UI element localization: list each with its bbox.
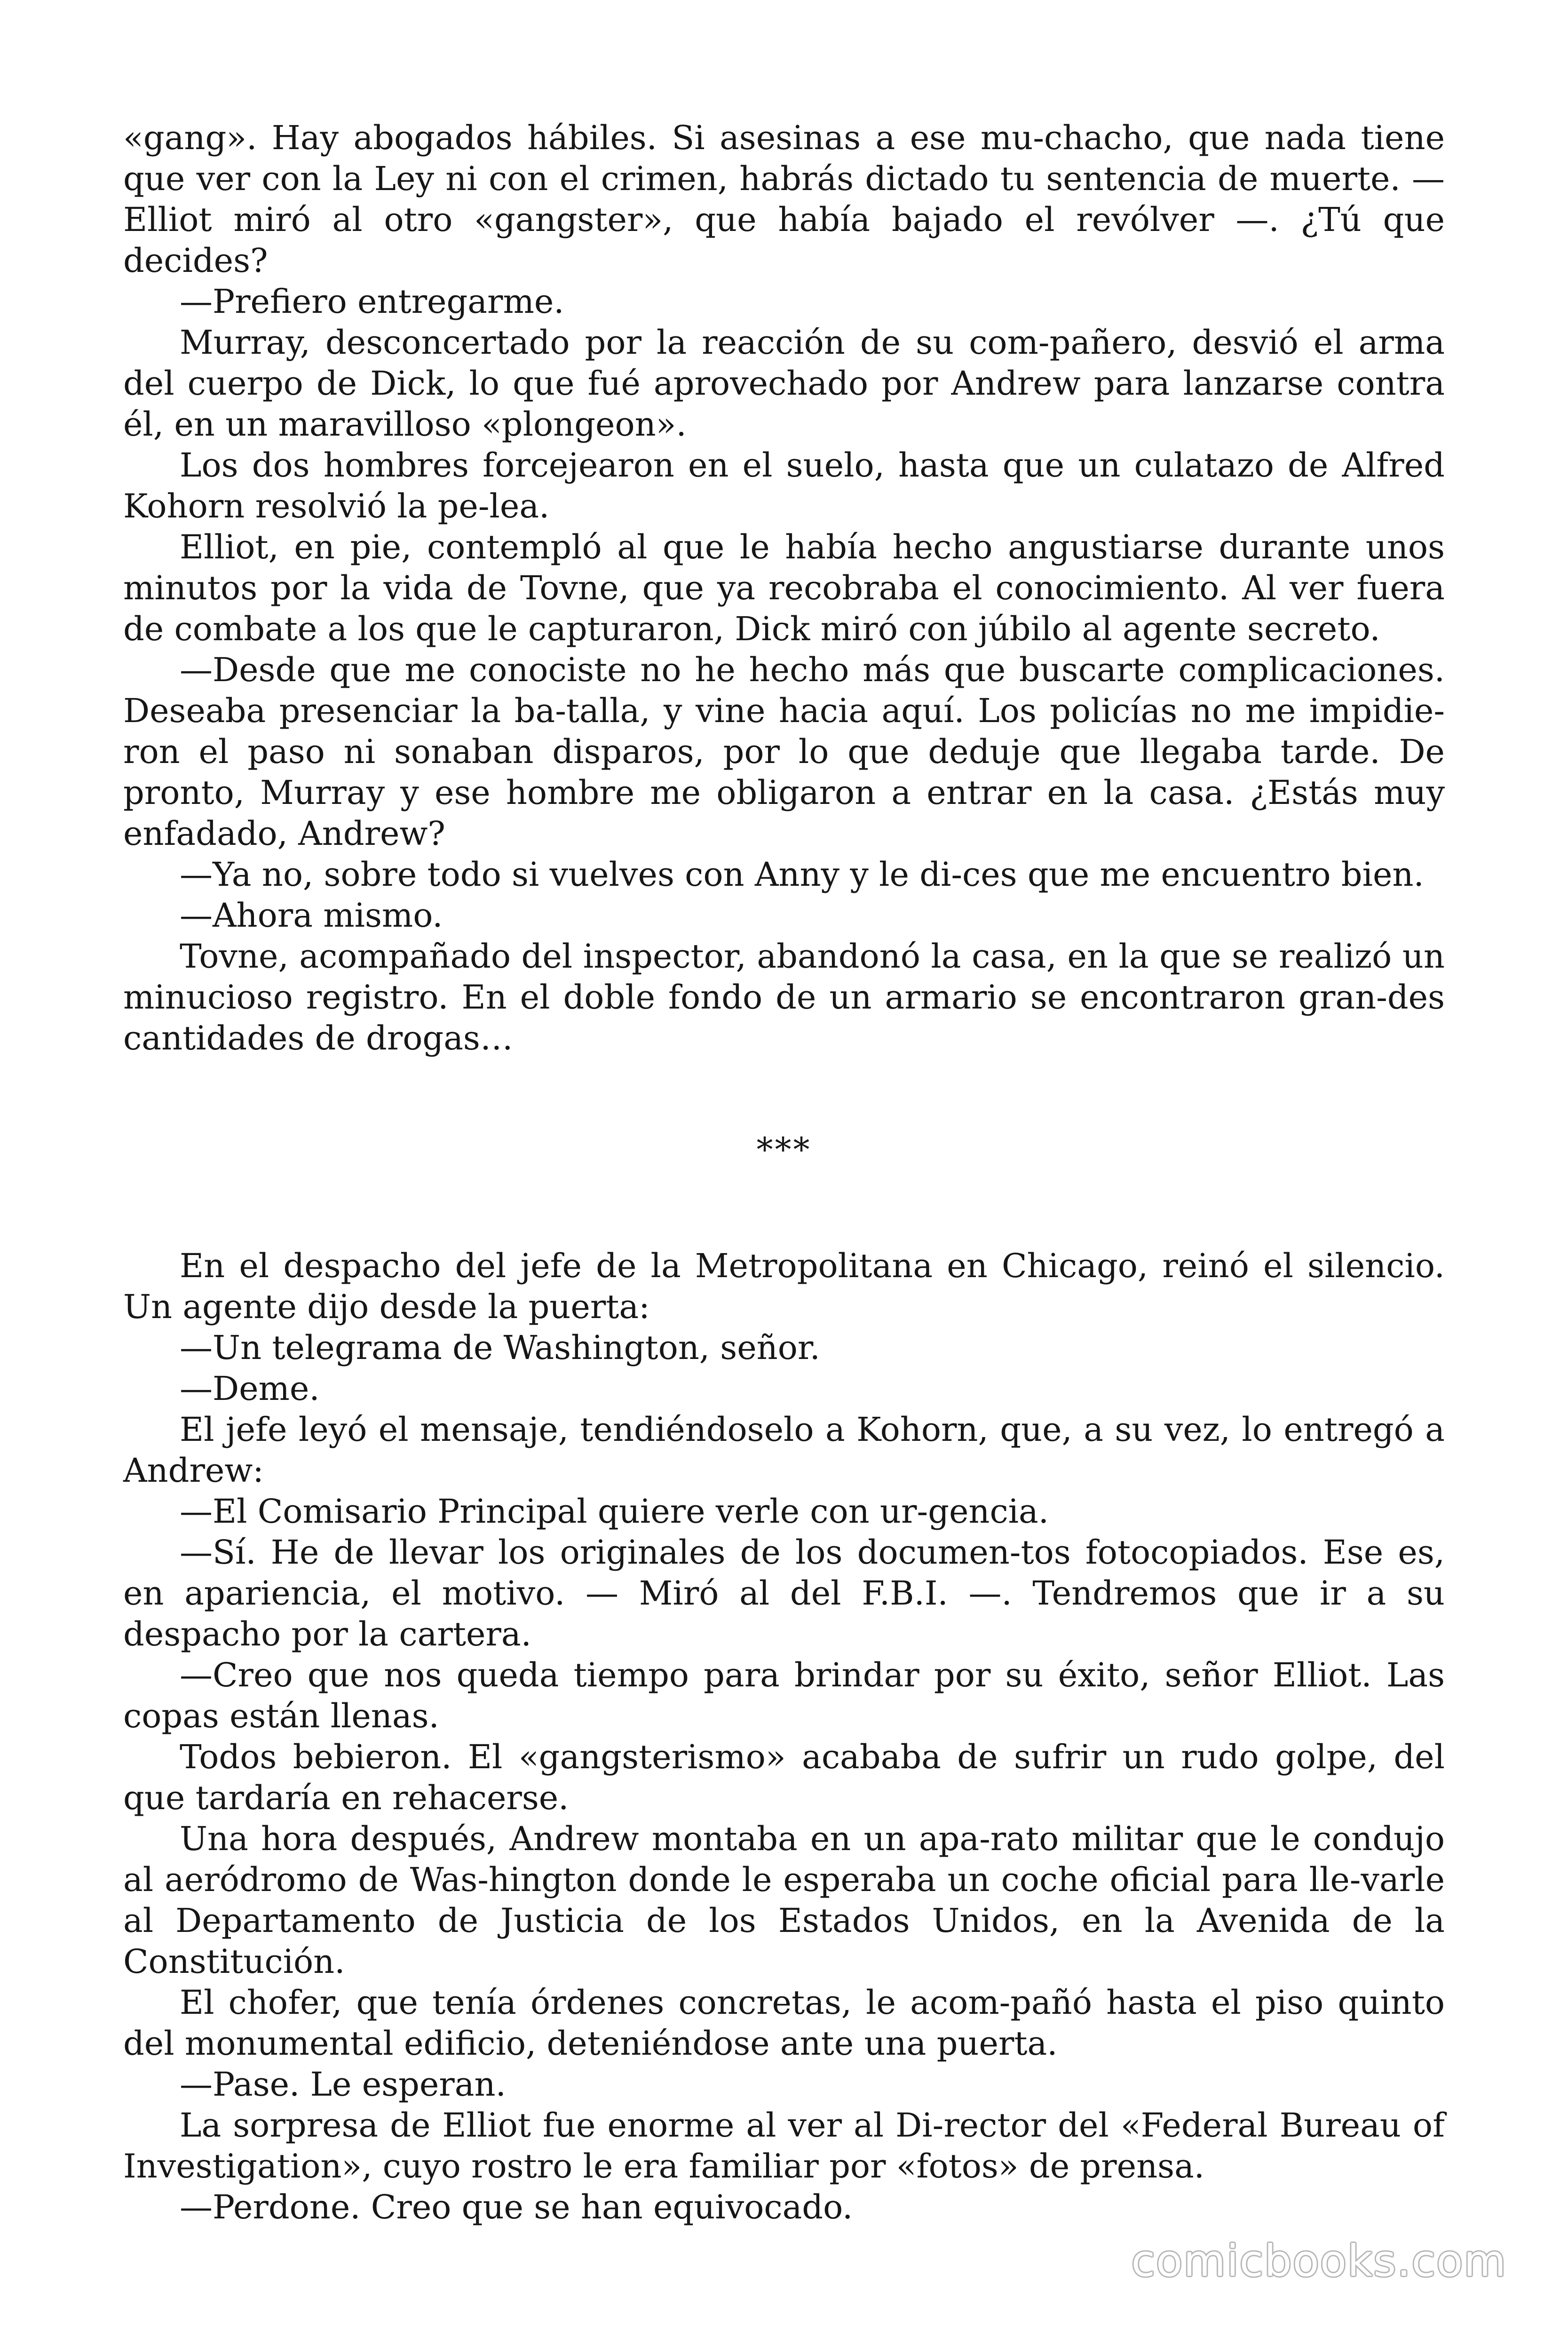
paragraph: Murray, desconcertado por la reacción de su com-pañero, desvió el arma del cuerpo de Dick, lo que fué aprovechado por Andrew para lanzarse contra él, en un maravilloso «plongeon».: [123, 323, 1445, 444]
paragraph: —Desde que me conociste no he hecho más que buscarte complicaciones. Deseaba presenciar la ba-talla, y vine hacia aquí. Los policías no me impidie-ron el paso ni sonaban disparos, por lo que deduje que llegaba tarde. De pronto, Murray y ese hombre me obligaron a entrar en la casa. ¿Estás muy enfadado, Andrew?: [123, 651, 1445, 853]
paragraph: La sorpresa de Elliot fue enorme al ver al Di-rector del «Federal Bureau of Investigation», cuyo rostro le era familiar por «fotos» de prensa.: [123, 2106, 1445, 2185]
paragraph: Todos bebieron. El «gangsterismo» acababa de sufrir un rudo golpe, del que tardaría en rehacerse.: [123, 1738, 1445, 1817]
paragraph: —Ahora mismo.: [180, 896, 443, 935]
section-2: [123, 1246, 1445, 2228]
book-page: [123, 118, 1445, 2228]
paragraph: Tovne, acompañado del inspector, abandonó la casa, en la que se realizó un minucioso registro. En el doble fondo de un armario se encontraron gran-des cantidades de drogas…: [123, 937, 1445, 1057]
paragraph: —El Comisario Principal quiere verle con ur-gencia.: [180, 1492, 1049, 1531]
paragraph: Una hora después, Andrew montaba en un apa-rato militar que le condujo al aeródromo de Was-hington donde le esperaba un coche oficial para lle-varle al Departamento de Justicia de los Estados Unidos, en la Avenida de la Constitución.: [123, 1820, 1445, 1981]
paragraph: —Creo que nos queda tiempo para brindar por su éxito, señor Elliot. Las copas están llenas.: [123, 1656, 1445, 1735]
paragraph: «gang». Hay abogados hábiles. Si asesinas a ese mu-chacho, que nada tiene que ver con la Ley ni con el crimen, habrás dictado tu sentencia de muerte. — Elliot miró al otro «gangster», que había bajado el revólver —. ¿Tú que decides?: [123, 119, 1445, 280]
paragraph: —Perdone. Creo que se han equivocado.: [180, 2188, 853, 2226]
paragraph: —Un telegrama de Washington, señor.: [180, 1328, 820, 1367]
paragraph: —Sí. He de llevar los originales de los documen-tos fotocopiados. Ese es, en apariencia, el motivo. — Miró al del F.B.I. —. Tendremos que ir a su despacho por la cartera.: [123, 1533, 1445, 1653]
paragraph: —Pase. Le esperan.: [180, 2065, 506, 2104]
paragraph: —Prefiero entregarme.: [180, 282, 564, 321]
paragraph: El jefe leyó el mensaje, tendiéndoselo a Kohorn, que, a su vez, lo entregó a Andrew:: [123, 1410, 1445, 1490]
watermark-logo: comicbooks.com: [1131, 2236, 1507, 2286]
section-1: [123, 118, 1445, 1059]
paragraph: Los dos hombres forcejearon en el suelo, hasta que un culatazo de Alfred Kohorn resolvió la pe-lea.: [123, 446, 1445, 525]
paragraph: El chofer, que tenía órdenes concretas, le acom-pañó hasta el piso quinto del monumental edificio, deteniéndose ante una puerta.: [123, 1983, 1445, 2063]
paragraph: Elliot, en pie, contempló al que le había hecho angustiarse durante unos minutos por la vida de Tovne, que ya recobraba el conocimiento. Al ver fuera de combate a los que le capturaron, Dick miró con júbilo al agente secreto.: [123, 528, 1445, 648]
paragraph: —Ya no, sobre todo si vuelves con Anny y le di-ces que me encuentro bien.: [180, 855, 1424, 894]
paragraph: En el despacho del jefe de la Metropolitana en Chicago, reinó el silencio. Un agente dijo desde la puerta:: [123, 1247, 1445, 1326]
scene-separator: ***: [756, 1130, 812, 1169]
paragraph: —Deme.: [180, 1369, 320, 1408]
